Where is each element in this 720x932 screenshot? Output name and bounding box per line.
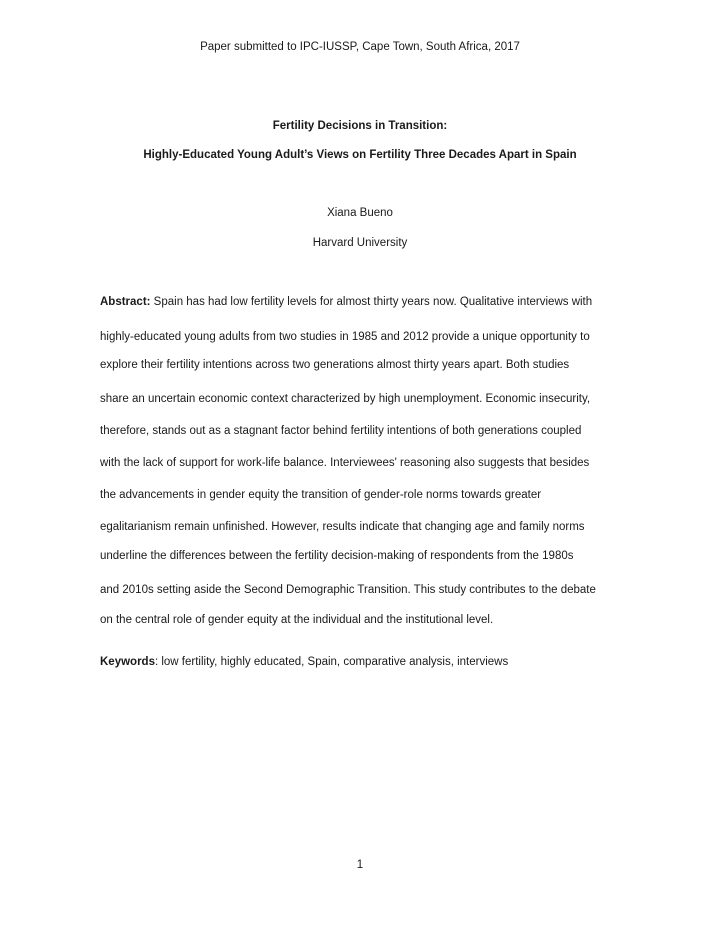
keywords-label: Keywords	[100, 656, 155, 668]
paper-title-line-2: Highly-Educated Young Adult’s Views on Fertility Three Decades Apart in Spain	[143, 149, 577, 161]
abstract-line-3: explore their fertility intentions across two generations almost thirty years apart. Both studies	[100, 359, 570, 371]
abstract-line-10: and 2010s setting aside the Second Demographic Transition. This study contributes to the debate	[100, 584, 596, 596]
abstract-line-2: highly-educated young adults from two studies in 1985 and 2012 provide a unique opportunity to	[100, 331, 590, 343]
abstract-line-1	[100, 296, 660, 308]
abstract-line-8: egalitarianism remain unfinished. However, results indicate that changing age and family norms	[100, 521, 585, 533]
page-number: 1	[356, 859, 364, 871]
keywords-text: : low fertility, highly educated, Spain, comparative analysis, interviews	[154, 656, 509, 668]
abstract-line-11: on the central role of gender equity at the individual and the institutional level.	[100, 614, 494, 626]
abstract-line-4: share an uncertain economic context characterized by high unemployment. Economic insecurity,	[100, 393, 591, 405]
abstract-line-6: with the lack of support for work-life balance. Interviewees' reasoning also suggests that besides	[100, 457, 590, 469]
author-affiliation: Harvard University	[312, 237, 408, 249]
paper-title-line-1: Fertility Decisions in Transition:	[272, 120, 448, 132]
abstract-line-5: therefore, stands out as a stagnant factor behind fertility intentions of both generations coupled	[100, 425, 582, 437]
running-header: Paper submitted to IPC-IUSSP, Cape Town, South Africa, 2017	[200, 41, 520, 53]
abstract-line-7: the advancements in gender equity the transition of gender-role norms towards greater	[100, 489, 542, 501]
abstract-line-text: Spain has had low fertility levels for almost thirty years now. Qualitative interviews with	[150, 296, 593, 308]
keywords	[100, 656, 660, 668]
abstract-label: Abstract:	[100, 296, 151, 308]
author-name: Xiana Bueno	[327, 207, 393, 219]
abstract-line-9: underline the differences between the fertility decision-making of respondents from the 1980s	[100, 550, 574, 562]
